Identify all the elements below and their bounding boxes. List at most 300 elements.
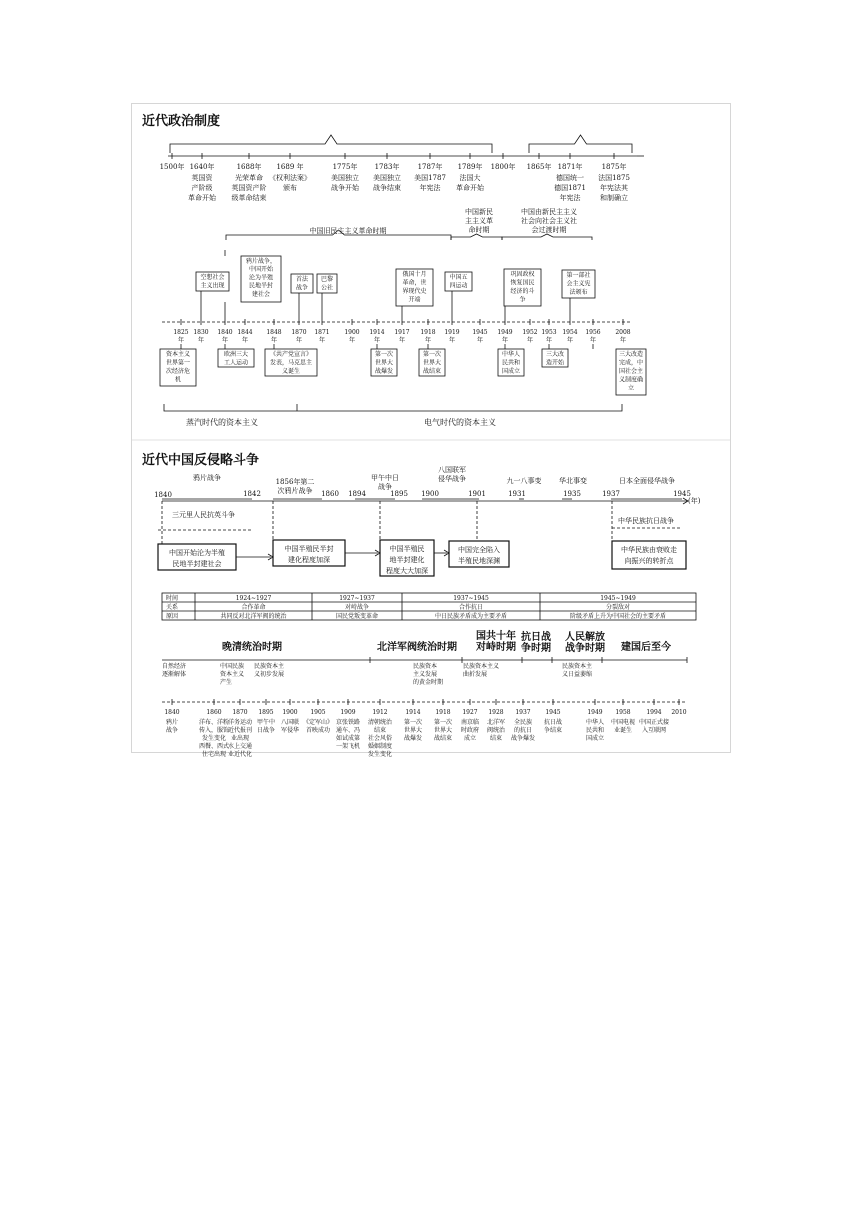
year-label (154, 491, 172, 499)
note-text (511, 718, 535, 742)
label-line: 战争 (295, 284, 309, 292)
label-line: 1830 (193, 329, 209, 336)
year-label (435, 709, 450, 716)
label-line: 三大改 (545, 351, 565, 358)
era-label (424, 417, 496, 427)
year-label (291, 329, 306, 344)
label-line: 争结束 (543, 727, 563, 734)
label-line: 巴黎 (320, 276, 334, 283)
label-line: 中华人 (585, 719, 605, 726)
year-label (671, 709, 686, 716)
label-line: 住宅出现 (201, 751, 227, 758)
label-line: 第一次 (422, 351, 442, 358)
label-line: 1928 (488, 709, 504, 716)
war-label (619, 476, 675, 485)
label-line: 1927~1937 (339, 595, 375, 602)
label-line: 革命，世 (402, 279, 427, 287)
label-line: 公社 (320, 284, 334, 292)
label-line: 通车、冯 (335, 727, 361, 734)
label-line: 甲午中日 (371, 474, 399, 482)
year-label (276, 162, 303, 171)
label-line: 美国1787 (414, 174, 446, 182)
label-line: 第一部社 (566, 272, 591, 279)
label-line: 1945 (545, 709, 561, 716)
note-text (618, 516, 674, 525)
label-line: 战争时期 (565, 643, 605, 654)
label-line: 向振兴的转折点 (624, 557, 674, 565)
section-title (142, 452, 259, 468)
era-label (186, 417, 258, 427)
label-line: 1901 (468, 490, 486, 498)
year-label (206, 709, 221, 716)
label-line: 工人运动 (223, 359, 249, 367)
label-line: 年 (476, 337, 484, 344)
label-line: 第一次 (433, 719, 453, 726)
table-cell (336, 612, 378, 620)
label-line: 中国旧民主主义革命时期 (309, 227, 387, 235)
label-line: 1870 (291, 329, 307, 336)
label-line: 1994 (646, 709, 662, 716)
label-line: 发生变化 (201, 735, 227, 742)
label-line: 北洋军 (486, 719, 506, 726)
label-line: 1917 (394, 329, 410, 336)
period-label (521, 630, 551, 654)
note-text (404, 718, 422, 742)
note-text (586, 718, 604, 742)
label-line: 京张铁路 (335, 719, 361, 726)
label-line: 程度大大加深 (386, 567, 428, 575)
label-line: 民共和 (585, 727, 605, 734)
event-text (566, 271, 590, 296)
note-text (413, 662, 443, 686)
label-line: 关系 (166, 604, 179, 611)
label-line: 合作抗日 (458, 604, 484, 611)
year-label (602, 490, 620, 498)
event-text (423, 350, 441, 375)
label-line: 1949 (497, 329, 513, 336)
label-line: 鸦片 (165, 719, 179, 726)
label-line: 民地半封建社会 (172, 560, 222, 568)
label-line: 机 (174, 376, 182, 384)
label-line: 1918 (435, 709, 451, 716)
label-line: 1945 (472, 329, 488, 336)
note-text (463, 662, 499, 678)
label-line: 法国1875 (598, 174, 630, 182)
year-label (348, 490, 366, 498)
label-line: 建化程度加深 (288, 556, 330, 564)
label-line: 1914 (405, 709, 421, 716)
label-line: 2010 (671, 709, 687, 716)
label-line: 时政府 (460, 727, 480, 734)
label-line: 1914 (369, 329, 385, 336)
label-line: 义诞生 (281, 368, 301, 375)
label-line: 水上交通 (227, 743, 253, 750)
label-line: 年 (221, 337, 229, 344)
year-label (193, 329, 208, 344)
note-text (562, 662, 592, 678)
label-line: 鸦片战争， (245, 258, 277, 265)
label-line: 义初步发展 (254, 671, 285, 678)
label-line: 1919 (444, 329, 460, 336)
year-label (164, 709, 179, 716)
label-line: 一架飞机 (335, 743, 361, 750)
label-line: 电气时代的资本主义 (424, 418, 496, 427)
year-label (394, 329, 409, 344)
year-label (310, 709, 325, 716)
label-line: 恢复国民 (510, 279, 535, 287)
war-label (193, 473, 221, 482)
war-label (507, 476, 542, 485)
label-line: 英国资产阶 (231, 184, 267, 192)
label-line: 年 (295, 337, 303, 344)
year-label (405, 709, 420, 716)
year-label (237, 162, 262, 171)
note-text (166, 718, 178, 734)
year-label (237, 329, 252, 344)
year-label (173, 329, 188, 344)
table-cell (220, 612, 287, 620)
label-line: 三大改造 (618, 351, 644, 358)
year-label (418, 162, 443, 171)
label-line: 中国完全陷入 (458, 546, 500, 554)
label-line: 1848 (266, 329, 282, 336)
year-label (444, 329, 459, 344)
note-text (336, 718, 360, 750)
year-label (508, 490, 526, 498)
label-line: 完成，中 (618, 359, 644, 367)
label-line: 社会向社会主义社 (521, 217, 577, 225)
label-line: 1689 年 (276, 163, 304, 171)
note-text (220, 662, 244, 686)
label-line: 光荣革命 (235, 174, 263, 182)
label-line: 1640年 (189, 163, 215, 171)
year-label (282, 709, 297, 716)
label-line: 中国开始沦为半殖 (169, 549, 225, 557)
label-line: 年 (270, 337, 278, 344)
label-line: 全民族 (513, 719, 533, 726)
label-line: 年 (501, 337, 509, 344)
year-label (558, 162, 583, 171)
label-line: 业诞生 (613, 727, 633, 734)
label-line: 社会风俗 (367, 735, 393, 742)
label-line: 年 (177, 337, 185, 344)
label-line: 国共十年 (476, 631, 516, 642)
table-row-label (166, 603, 178, 611)
label-line: 战争 (378, 483, 392, 491)
brace-europe-america (170, 135, 492, 153)
year-label (344, 329, 359, 344)
label-line: 1952 (522, 329, 538, 336)
label-line: 中华民族由衰败走 (621, 546, 677, 554)
year-label (587, 709, 602, 716)
year-label (527, 162, 552, 171)
label-line: 年 (373, 337, 381, 344)
label-line: 民族资本 (413, 663, 438, 670)
note-text (611, 718, 635, 734)
label-line: 《定军山》 (302, 719, 334, 726)
label-line: 《权利法案》 (269, 174, 311, 182)
year-label (488, 709, 503, 716)
label-line: 甲午中 (256, 719, 276, 726)
table-cell (453, 595, 489, 602)
period-label (377, 640, 457, 653)
label-line: 1912 (372, 709, 388, 716)
label-line: 1871年 (557, 163, 583, 171)
label-line: 国成立 (585, 735, 605, 742)
label-line: 立 (627, 385, 635, 392)
year-label (314, 329, 329, 344)
event-label (331, 173, 360, 192)
note-text (461, 718, 479, 742)
label-line: 世界大 (422, 359, 442, 367)
year-label (515, 709, 530, 716)
label-line: (年) (688, 497, 701, 505)
label-line: 四运动 (449, 282, 468, 290)
label-line: 德国统一 (556, 174, 584, 182)
label-line: 1895 (258, 709, 274, 716)
note-text (172, 510, 235, 519)
label-line: 《共产党宣言》 (269, 351, 313, 358)
label-line: 次经济危 (165, 368, 191, 375)
label-line: 分裂敌对 (605, 604, 631, 611)
label-line: 近代中国反侵略斗争 (142, 453, 260, 468)
year-label (321, 490, 339, 498)
year-label (497, 329, 512, 344)
label-line: 人民解放 (565, 632, 605, 643)
event-label (232, 173, 267, 202)
label-line: 战争结束 (373, 184, 401, 192)
label-line: 民地半封 (248, 282, 274, 290)
label-line: 造开始 (545, 359, 565, 367)
label-line: 1688年 (236, 163, 262, 171)
label-line: 结束 (373, 727, 387, 734)
label-line: 空想社会 (200, 274, 225, 281)
label-line: 中华人 (501, 351, 521, 358)
year-label (472, 329, 487, 344)
label-line: 巩固政权 (510, 271, 535, 278)
label-line: 美国独立 (373, 174, 401, 182)
label-line: 中国五 (449, 274, 468, 281)
note-text (199, 718, 229, 758)
event-text (375, 350, 393, 375)
label-line: 会主义宪 (566, 280, 591, 288)
label-line: 1800年 (490, 163, 516, 171)
war-label (438, 465, 466, 483)
label-line: 争 (519, 296, 526, 304)
label-line: 次鸦片战争 (277, 487, 313, 495)
note-text (487, 718, 506, 742)
label-line: 日战争 (256, 727, 276, 734)
label-line: 业出现 (230, 735, 250, 742)
label-line: 抗日战 (543, 719, 563, 726)
label-line: 近代报刊 (227, 727, 253, 734)
label-line: 八国联 (280, 719, 300, 726)
label-line: 1842 (243, 490, 261, 498)
label-line: 八国联军 (438, 466, 466, 474)
label-line: 年 (566, 337, 574, 344)
label-line: 阶级矛盾上升为中国社会的主要矛盾 (569, 613, 667, 620)
label-line: 年 (545, 337, 553, 344)
label-line: 发表，马克思主 (269, 359, 313, 367)
label-line: 义日益萎缩 (562, 671, 593, 678)
label-line: 1900 (282, 709, 298, 716)
label-line: 1900 (421, 490, 439, 498)
label-line: 中国半殖民 (389, 545, 425, 553)
event-label (456, 173, 485, 192)
label-line: 主主义革 (465, 217, 493, 225)
label-line: 洋务运动 (227, 719, 253, 726)
label-line: 1783年 (374, 163, 400, 171)
label-line: 年 (348, 337, 356, 344)
table-cell (606, 603, 630, 611)
label-line: 1935 (563, 490, 581, 498)
label-line: 建社会 (251, 290, 271, 298)
label-line: 资本主义 (220, 671, 245, 678)
note-text (639, 718, 669, 734)
label-line: 1958 (615, 709, 631, 716)
label-line: 洋布、洋粉 (198, 719, 230, 726)
year-label (243, 490, 261, 498)
label-line: 对峙战争 (344, 604, 370, 611)
label-line: 战结束 (422, 368, 442, 375)
label-line: 年 (398, 337, 406, 344)
label-line: 如试成第 (335, 735, 361, 742)
label-line: 革命开始 (456, 184, 484, 192)
label-line: 中国新民 (465, 208, 493, 216)
label-line: 原因 (166, 613, 179, 620)
label-line: 曲折发展 (463, 671, 488, 678)
label-line: 第一次 (403, 719, 423, 726)
event-label (414, 173, 446, 192)
war-label (559, 476, 587, 485)
label-line: 中国民族 (220, 663, 245, 670)
label-line: 业近代化 (227, 751, 253, 758)
note-text (368, 718, 393, 758)
label-line: 逐渐解体 (162, 671, 187, 678)
label-line: 国成立 (501, 368, 521, 375)
label-line: 中日民族矛盾成为主要矛盾 (434, 613, 508, 620)
timeline-diagram (132, 104, 730, 758)
period-label (475, 629, 516, 653)
brace-new-democratic (451, 234, 502, 240)
note-text (544, 718, 562, 734)
label-line: 战争开始 (331, 184, 359, 192)
label-line: 自然经济 (162, 663, 187, 670)
label-line: 1825 (173, 329, 189, 336)
label-line: 近代政治制度 (142, 114, 221, 129)
label-line: 战争 (165, 727, 179, 734)
label-line: 1775年 (332, 163, 358, 171)
timeline-card (131, 103, 731, 758)
label-line: 战争爆发 (510, 735, 536, 742)
table-cell (570, 612, 666, 620)
label-line: 1918 (420, 329, 436, 336)
label-line: 1871 (314, 329, 330, 336)
year-label (602, 162, 627, 171)
label-line: 1956 (585, 329, 601, 336)
label-line: 产生 (220, 679, 233, 686)
label-line: 法国大 (459, 174, 481, 182)
note-text (228, 718, 252, 758)
label-line: 2008 (615, 329, 631, 336)
label-line: 主义发展 (413, 671, 438, 678)
label-line: 年 (448, 337, 456, 344)
year-label (390, 490, 408, 498)
note-text (281, 718, 299, 734)
label-line: 沦为半殖 (248, 274, 274, 282)
label-line: 入互联网 (641, 727, 667, 734)
label-line: 战结束 (433, 735, 453, 742)
year-label (232, 709, 247, 716)
period-label (621, 640, 671, 653)
label-line: 中国电视 (610, 719, 636, 726)
label-line: 1931 (508, 490, 526, 498)
year-label (491, 162, 516, 171)
year-label (688, 496, 701, 505)
year-label (266, 329, 281, 344)
label-line: 中华民族抗日战争 (618, 517, 674, 525)
year-label (372, 709, 387, 716)
year-label (522, 329, 537, 344)
label-line: 法颁布 (569, 289, 588, 296)
label-line: 俄国十月 (402, 271, 427, 278)
label-line: 抗日战 (521, 632, 551, 643)
table-cell (459, 603, 483, 611)
label-line: 成立 (463, 735, 477, 742)
label-line: 级革命结束 (231, 194, 267, 202)
event-label (188, 173, 217, 202)
label-line: 1844 (237, 329, 253, 336)
label-line: 1945 (673, 490, 691, 498)
war-label (371, 473, 399, 491)
label-line: 民族资本主义 (463, 663, 500, 670)
year-label (563, 490, 581, 498)
label-line: 1860 (321, 490, 339, 498)
event-text (502, 350, 520, 375)
year-label (217, 329, 232, 344)
table-row-label (166, 612, 178, 620)
year-label (369, 329, 384, 344)
label-line: 欧洲三大 (223, 351, 249, 358)
label-line: 1840 (217, 329, 233, 336)
label-line: 世界大 (433, 727, 453, 734)
period-label (310, 226, 387, 235)
label-line: 年 (619, 337, 627, 344)
war-label (276, 477, 315, 495)
label-line: 年 (241, 337, 249, 344)
label-line: 1856年第二 (275, 478, 315, 486)
label-line: 年 (318, 337, 326, 344)
table-cell (241, 603, 265, 611)
label-line: 民共和 (501, 359, 521, 367)
year-label (375, 162, 400, 171)
year-label (160, 162, 185, 171)
label-line: 1954 (562, 329, 578, 336)
event-label (373, 173, 401, 192)
label-line: 首映成功 (305, 727, 331, 734)
label-line: 命时期 (468, 226, 490, 234)
label-line: 中国开始 (248, 266, 274, 274)
label-line: 民族资本主 (254, 663, 285, 670)
label-line: 1787年 (417, 163, 443, 171)
label-line: 军侵华 (280, 727, 300, 734)
label-line: 对峙时期 (476, 642, 516, 653)
table-cell (435, 612, 507, 620)
table-cell (339, 595, 375, 602)
label-line: 英国资 (191, 174, 213, 182)
table-cell (236, 595, 272, 602)
label-line: 共同反对北洋军阀的统治 (220, 613, 287, 620)
